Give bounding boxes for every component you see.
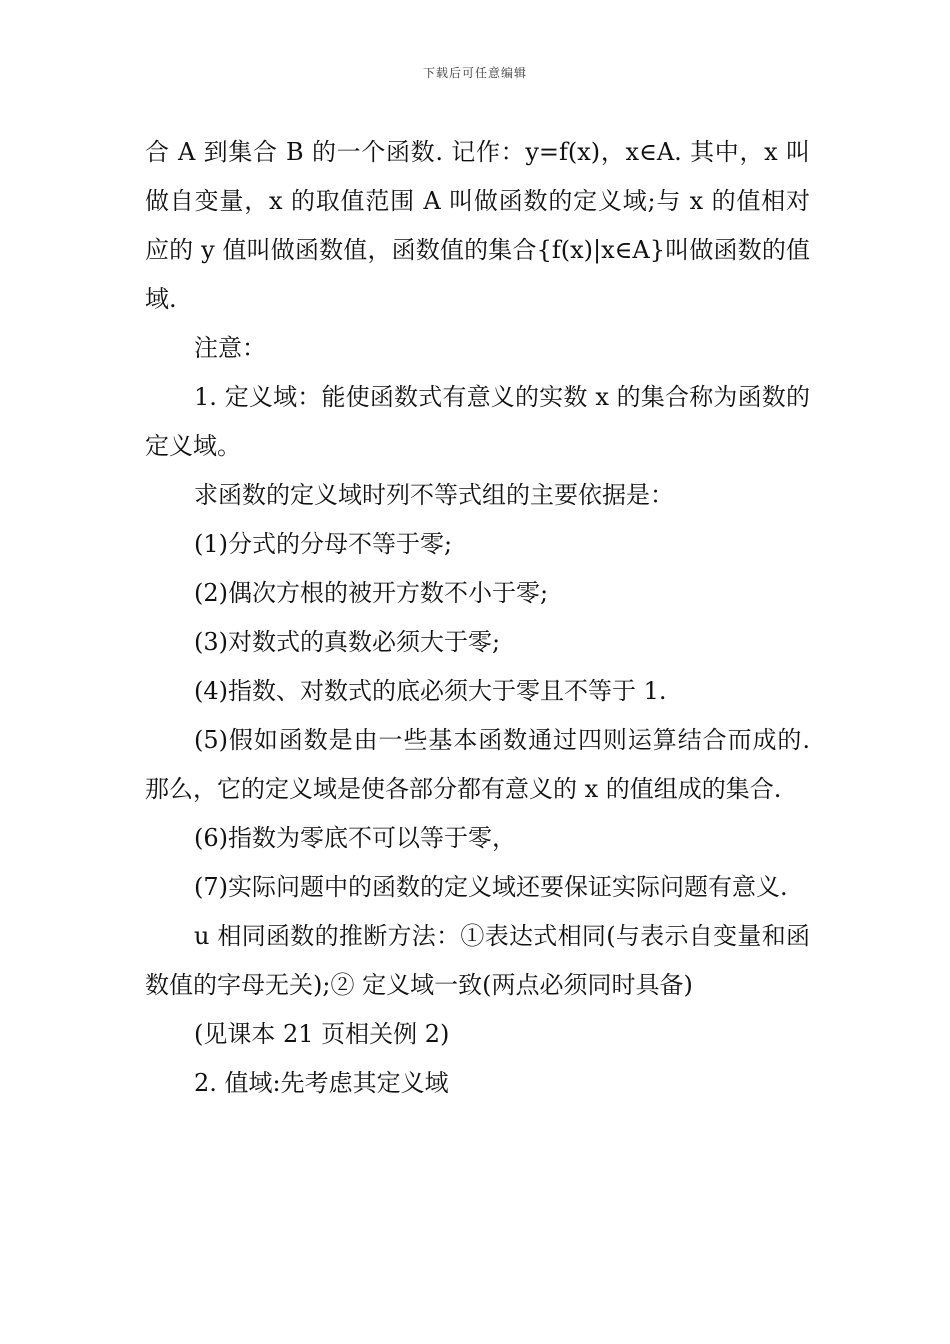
paragraph-note-heading: 注意： — [194, 334, 266, 362]
paragraph-domain-definition: 1. 定义域：能使函数式有意义的实数 x 的集合称为函数的定义域。 — [145, 383, 810, 460]
document-body — [145, 128, 810, 1108]
list-item-rule-6: (6)指数为零底不可以等于零， — [194, 824, 516, 852]
paragraph-domain-basis: 求函数的定义域时列不等式组的主要依据是： — [194, 481, 674, 509]
list-item-rule-3: (3)对数式的真数必须大于零; — [194, 628, 501, 656]
list-item-rule-1: (1)分式的分母不等于零; — [194, 530, 453, 558]
list-item-rule-2: (2)偶次方根的被开方数不小于零; — [194, 579, 549, 607]
list-item-rule-7: (7)实际问题中的函数的定义域还要保证实际问题有意义. — [194, 873, 788, 901]
paragraph-same-function-method: u 相同函数的推断方法：①表达式相同(与表示自变量和函数值的字母无关);② 定义域一致(两点必须同时具备) — [145, 922, 810, 999]
list-item-rule-4: (4)指数、对数式的底必须大于零且不等于 1. — [194, 677, 667, 705]
paragraph-function-definition: 合 A 到集合 B 的一个函数. 记作：y=f(x)，x∈A. 其中，x 叫做自变量，x 的取值范围 A 叫做函数的定义域;与 x 的值相对应的 y 值叫做函数值，函数值的集合{f(x)|x∈A}叫做函数的值域. — [145, 138, 810, 313]
list-item-rule-5: (5)假如函数是由一些基本函数通过四则运算结合而成的. 那么，它的定义域是使各部分都有意义的 x 的值组成的集合. — [145, 726, 810, 803]
paragraph-range-heading: 2. 值域:先考虑其定义域 — [194, 1069, 449, 1097]
page-header: 下载后可任意编辑 — [422, 66, 527, 80]
paragraph-textbook-reference: (见课本 21 页相关例 2) — [194, 1020, 450, 1048]
